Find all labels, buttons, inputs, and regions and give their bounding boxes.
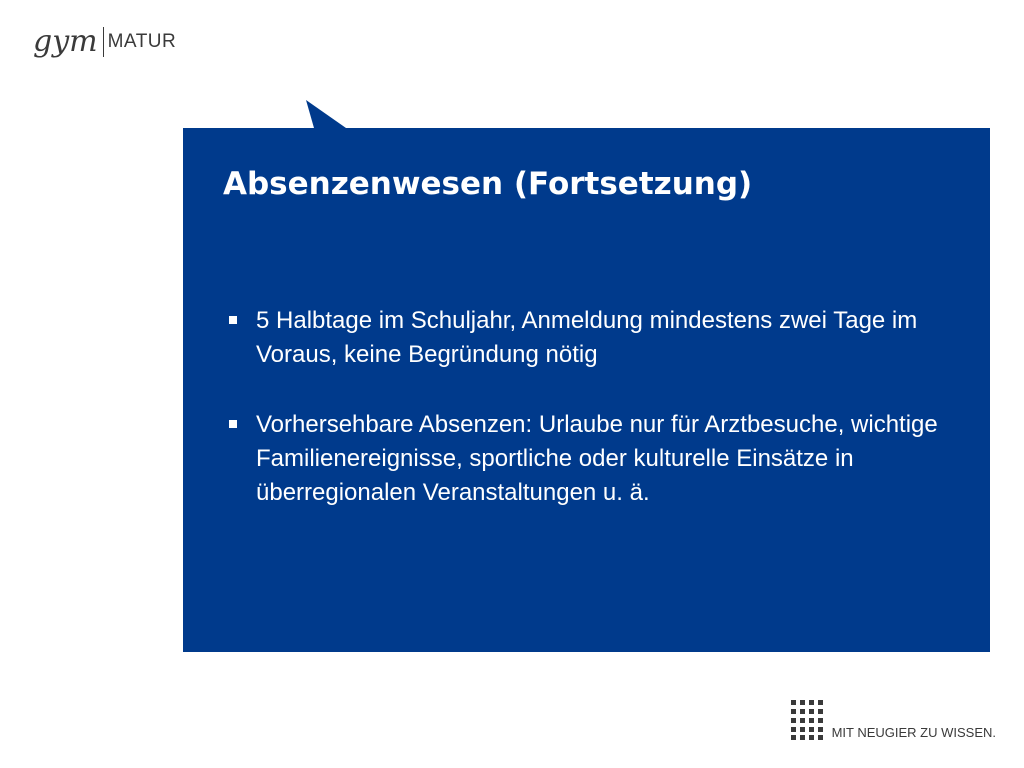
- logo-matur-text: MATUR: [107, 31, 177, 52]
- dot-grid-icon: [791, 700, 825, 740]
- bullet-list: [223, 304, 943, 546]
- slide-title: Absenzenwesen (Fortsetzung): [223, 166, 753, 202]
- footer-tagline: [791, 700, 996, 740]
- content-panel: [183, 128, 990, 652]
- square-bullet-icon: [229, 316, 237, 324]
- speech-bubble-tail: [306, 100, 346, 130]
- bullet-item: [223, 304, 943, 372]
- tagline-text: MIT NEUGIER ZU WISSEN.: [831, 725, 996, 740]
- logo-gym-text: gym: [33, 24, 98, 59]
- gymmatur-logo: [33, 24, 176, 60]
- logo-divider: [103, 27, 104, 57]
- bullet-text: 5 Halbtage im Schuljahr, Anmeldung mindestens zwei Tage im Voraus, keine Begründung nötig: [256, 307, 918, 368]
- bullet-text: Vorhersehbare Absenzen: Urlaube nur für Arztbesuche, wichtige Familienereignisse, sportliche oder kulturelle Einsätze in überregionalen Veranstaltungen u. ä.: [256, 411, 938, 506]
- square-bullet-icon: [229, 420, 237, 428]
- bullet-item: [223, 408, 943, 510]
